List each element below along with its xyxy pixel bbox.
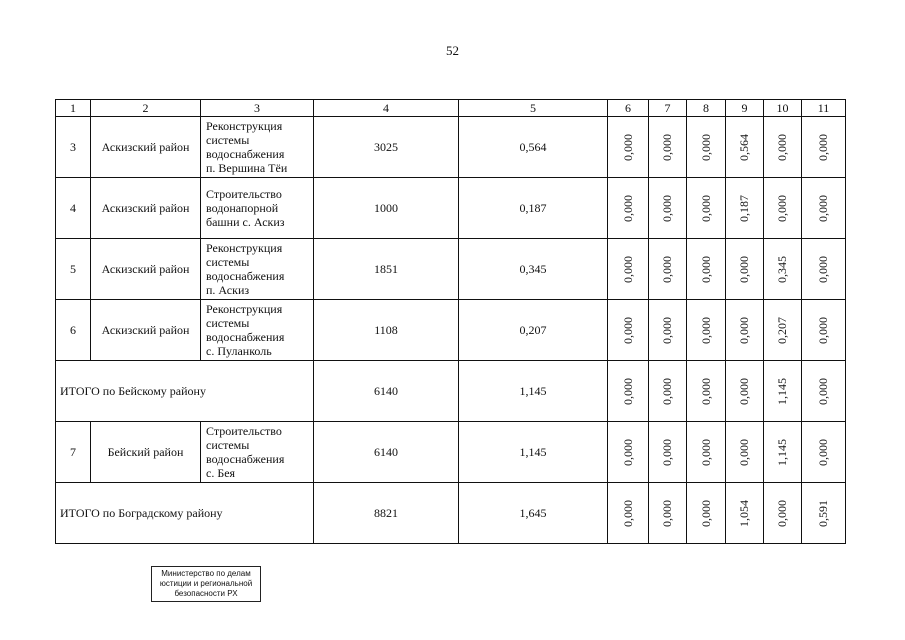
value-text: 0,564 [737, 133, 751, 161]
object-line: водонапорной [206, 201, 279, 215]
value-cell [608, 483, 649, 544]
object-line: системы [206, 438, 250, 452]
value-cell [764, 300, 802, 361]
row-number: 6 [56, 300, 91, 361]
value-text: 0,000 [660, 133, 674, 161]
value-cell [802, 422, 846, 483]
value-text: 0,000 [816, 194, 830, 222]
value-cell [764, 178, 802, 239]
amount-cell: 0,207 [459, 300, 608, 361]
value-cell [608, 117, 649, 178]
object-line: водоснабжения [206, 452, 285, 466]
header-cell: 5 [459, 100, 608, 117]
row-number: 4 [56, 178, 91, 239]
capacity-cell: 8821 [314, 483, 459, 544]
value-text: 0,000 [620, 133, 635, 161]
value-cell [802, 117, 846, 178]
row-number: 5 [56, 239, 91, 300]
header-cell: 4 [314, 100, 459, 117]
table-row [56, 422, 846, 483]
value-text: 0,187 [737, 194, 751, 222]
object-line: Строительство [206, 187, 282, 201]
object-line: системы [206, 255, 250, 269]
value-text: 0,000 [660, 377, 674, 405]
capacity-cell: 1000 [314, 178, 459, 239]
value-text: 0,000 [660, 499, 674, 527]
object-line: п. Аскиз [206, 283, 250, 297]
total-label: ИТОГО по Бейскому району [56, 361, 314, 422]
value-text: 0,000 [660, 438, 674, 466]
value-text: 1,145 [775, 438, 789, 466]
value-cell [726, 239, 764, 300]
value-text: 0,000 [620, 499, 635, 527]
object-line: с. Бея [206, 466, 236, 480]
stamp-line: Министерство по делам [161, 569, 251, 578]
district-cell: Бейский район [91, 422, 201, 483]
value-cell [802, 239, 846, 300]
header-cell: 3 [201, 100, 314, 117]
value-cell [802, 361, 846, 422]
header-cell: 2 [91, 100, 201, 117]
object-cell [201, 300, 314, 361]
capacity-cell: 3025 [314, 117, 459, 178]
value-cell [608, 239, 649, 300]
value-cell [802, 483, 846, 544]
value-text: 0,000 [620, 377, 635, 405]
value-cell [687, 361, 726, 422]
amount-cell: 0,345 [459, 239, 608, 300]
value-cell [687, 239, 726, 300]
header-cell: 8 [687, 100, 726, 117]
value-cell [726, 422, 764, 483]
amount-cell: 1,645 [459, 483, 608, 544]
district-cell: Аскизский район [91, 239, 201, 300]
value-text: 0,000 [698, 316, 713, 344]
value-cell [649, 422, 687, 483]
capacity-cell: 1108 [314, 300, 459, 361]
value-text: 0,000 [660, 316, 674, 344]
header-cell: 10 [764, 100, 802, 117]
value-text: 0,000 [620, 438, 635, 466]
value-cell [649, 117, 687, 178]
value-cell [687, 422, 726, 483]
district-cell: Аскизский район [91, 117, 201, 178]
district-cell: Аскизский район [91, 178, 201, 239]
value-cell [649, 178, 687, 239]
page-number: 52 [446, 43, 459, 58]
value-cell [649, 483, 687, 544]
amount-cell: 1,145 [459, 361, 608, 422]
value-text: 0,000 [816, 255, 830, 283]
value-text: 0,000 [698, 255, 713, 283]
table-row [56, 239, 846, 300]
value-text: 0,000 [737, 316, 751, 344]
value-cell [764, 483, 802, 544]
value-text: 0,000 [620, 255, 635, 283]
ministry-stamp [151, 566, 261, 602]
value-cell [687, 117, 726, 178]
object-line: системы [206, 133, 250, 147]
object-cell [201, 239, 314, 300]
district-cell: Аскизский район [91, 300, 201, 361]
capacity-cell: 6140 [314, 361, 459, 422]
value-cell [649, 361, 687, 422]
value-cell [764, 239, 802, 300]
value-cell [802, 300, 846, 361]
value-text: 0,000 [816, 438, 830, 466]
object-line: Реконструкция [206, 119, 283, 133]
total-label: ИТОГО по Боградскому району [56, 483, 314, 544]
object-line: Реконструкция [206, 302, 283, 316]
value-text: 0,000 [698, 499, 713, 527]
value-cell [608, 178, 649, 239]
object-line: системы [206, 316, 250, 330]
value-cell [764, 117, 802, 178]
value-cell [608, 300, 649, 361]
table-row [56, 300, 846, 361]
value-text: 0,000 [816, 133, 830, 161]
table-row [56, 117, 846, 178]
row-number: 7 [56, 422, 91, 483]
header-cell: 11 [802, 100, 846, 117]
capacity-cell: 1851 [314, 239, 459, 300]
value-text: 0,000 [620, 194, 635, 222]
value-text: 0,000 [698, 438, 713, 466]
value-cell [687, 300, 726, 361]
object-line: п. Вершина Тёи [206, 161, 288, 175]
value-cell [802, 178, 846, 239]
value-text: 0,000 [775, 499, 789, 527]
value-text: 0,000 [737, 438, 751, 466]
value-cell [764, 361, 802, 422]
value-text: 0,000 [660, 255, 674, 283]
object-line: водоснабжения [206, 147, 285, 161]
stamp-line: юстиции и региональной [159, 579, 253, 588]
value-text: 0,000 [775, 194, 789, 222]
header-cell: 7 [649, 100, 687, 117]
capacity-cell: 6140 [314, 422, 459, 483]
table-row [56, 178, 846, 239]
value-cell [687, 178, 726, 239]
amount-cell: 0,564 [459, 117, 608, 178]
object-cell [201, 178, 314, 239]
value-cell [608, 361, 649, 422]
value-cell [649, 300, 687, 361]
row-number: 3 [56, 117, 91, 178]
data-table [55, 99, 846, 544]
object-cell [201, 117, 314, 178]
value-text: 0,000 [620, 316, 635, 344]
value-text: 1,054 [737, 499, 751, 527]
value-text: 1,145 [775, 377, 789, 405]
value-text: 0,345 [775, 255, 789, 283]
value-text: 0,000 [816, 377, 830, 405]
value-cell [687, 483, 726, 544]
value-cell [764, 422, 802, 483]
total-row [56, 361, 846, 422]
stamp-line: безопасности РХ [174, 589, 238, 598]
value-cell [726, 361, 764, 422]
value-cell [726, 117, 764, 178]
value-cell [649, 239, 687, 300]
object-line: водоснабжения [206, 269, 285, 283]
value-text: 0,000 [660, 194, 674, 222]
value-text: 0,591 [816, 499, 830, 527]
value-text: 0,000 [698, 133, 713, 161]
object-line: Реконструкция [206, 241, 283, 255]
value-text: 0,000 [816, 316, 830, 344]
value-cell [726, 300, 764, 361]
object-line: с. Пуланколь [206, 344, 272, 358]
header-row [56, 100, 846, 117]
value-text: 0,000 [698, 377, 713, 405]
value-text: 0,000 [698, 194, 713, 222]
value-cell [726, 178, 764, 239]
amount-cell: 1,145 [459, 422, 608, 483]
value-text: 0,000 [737, 377, 751, 405]
value-text: 0,207 [775, 316, 789, 344]
value-text: 0,000 [737, 255, 751, 283]
object-cell [201, 422, 314, 483]
value-cell [608, 422, 649, 483]
header-cell: 9 [726, 100, 764, 117]
value-text: 0,000 [775, 133, 789, 161]
header-cell: 1 [56, 100, 91, 117]
object-line: башни с. Аскиз [206, 215, 285, 229]
value-cell [726, 483, 764, 544]
object-line: водоснабжения [206, 330, 285, 344]
amount-cell: 0,187 [459, 178, 608, 239]
total-row [56, 483, 846, 544]
object-line: Строительство [206, 424, 282, 438]
header-cell: 6 [608, 100, 649, 117]
